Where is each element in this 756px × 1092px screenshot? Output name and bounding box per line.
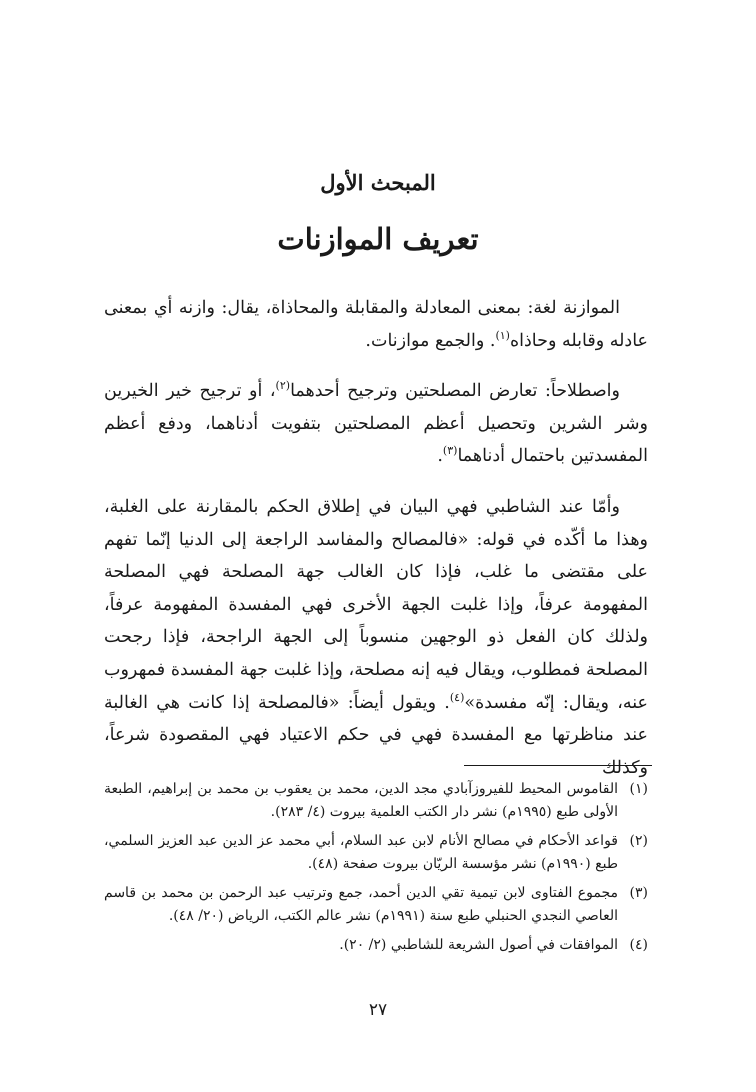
paragraph-text: الموازنة لغة: بمعنى المعادلة والمقابلة والمحاذاة، يقال: وازنه أي بمعنى عادله وقابله وحاذاه — [104, 298, 648, 351]
page-number: ٢٧ — [368, 1000, 388, 1020]
chapter-title: تعريف الموازنات — [277, 222, 479, 256]
footnote-item — [104, 882, 648, 928]
paragraph-text: ، أو ترجيح خير الخيرين وشر الشرين وتحصيل أعظم المصلحتين بتفويت أدناهما، ودفع أعظم المفسدتين باحتمال أدناهما — [104, 381, 648, 467]
footnote-number: (٢) — [629, 833, 648, 849]
paragraph-text: . ويقول أيضاً: «فالمصلحة إذا كانت هي الغالبة عند مناظرتها مع المفسدة فهي في حكم الاعتياد فهي المقصودة شرعاً، وكذلك — [104, 692, 648, 778]
paragraph-text: . — [437, 446, 443, 467]
footnote-number: (٤) — [629, 937, 648, 953]
body-text — [104, 292, 648, 784]
footnote-text: القاموس المحيط للفيروزآبادي مجد الدين، محمد بن يعقوب بن محمد بن إبراهيم، الطبعة الأولى طبع (١٩٩٥م) نشر دار الكتب العلمية بيروت (٤/ ٢٨٣). — [104, 781, 618, 820]
paragraph — [104, 491, 648, 784]
footnote-item — [104, 830, 648, 876]
paragraph-text: وأمّا عند الشاطبي فهي البيان في إطلاق الحكم بالمقارنة على الغلبة، وهذا ما أكّده في قوله: «فالمصالح والمفاسد الراجعة إلى الدنيا إنّما تفهم على مقتضى ما غلب، فإذا كان الغالب جهة المصلحة فهي المصلحة المفهومة عرفاً، وإذا غلبت الجهة الأخرى فهي المفسدة المفهومة عرفاً، ولذلك كان الفعل ذو الوجهين منسوباً إلى الجهة الراجحة، فإذا رجحت المصلحة فمطلوب، ويقال فيه إنه مصلحة، وإذا غلبت جهة المفسدة فمهروب عنه، ويقال: إنّه مفسدة» — [104, 496, 648, 713]
footnote-ref[interactable]: (٢) — [275, 379, 291, 393]
footnote-item — [104, 778, 648, 824]
footnote-ref[interactable]: (٤) — [449, 690, 465, 704]
footnote-divider — [464, 765, 652, 766]
footnote-number: (١) — [629, 781, 648, 797]
paragraph — [104, 375, 648, 473]
footnote-text: قواعد الأحكام في مصالح الأنام لابن عبد السلام، أبي محمد عز الدين عبد العزيز السلمي، طبع (١٩٩٠م) نشر مؤسسة الريّان بيروت صفحة (٤٨). — [104, 833, 618, 872]
footnote-text: الموافقات في أصول الشريعة للشاطبي (٢/ ٢٠). — [339, 937, 618, 953]
footnote-item — [104, 934, 648, 957]
section-label: المبحث الأول — [320, 170, 436, 195]
paragraph-text: . والجمع موازنات. — [365, 330, 496, 351]
footnote-text: مجموع الفتاوى لابن تيمية تقي الدين أحمد، جمع وترتيب عبد الرحمن بن محمد بن قاسم العاصي النجدي الحنبلي طبع سنة (١٩٩١م) نشر عالم الكتب، الرياض (٢٠/ ٤٨). — [104, 885, 618, 924]
footnote-ref[interactable]: (٣) — [442, 444, 458, 458]
paragraph — [104, 292, 648, 357]
footnotes — [104, 778, 648, 963]
footnote-number: (٣) — [629, 885, 648, 901]
footnote-ref[interactable]: (١) — [495, 328, 510, 342]
paragraph-text: واصطلاحاً: تعارض المصلحتين وترجيح أحدهما — [290, 381, 620, 402]
